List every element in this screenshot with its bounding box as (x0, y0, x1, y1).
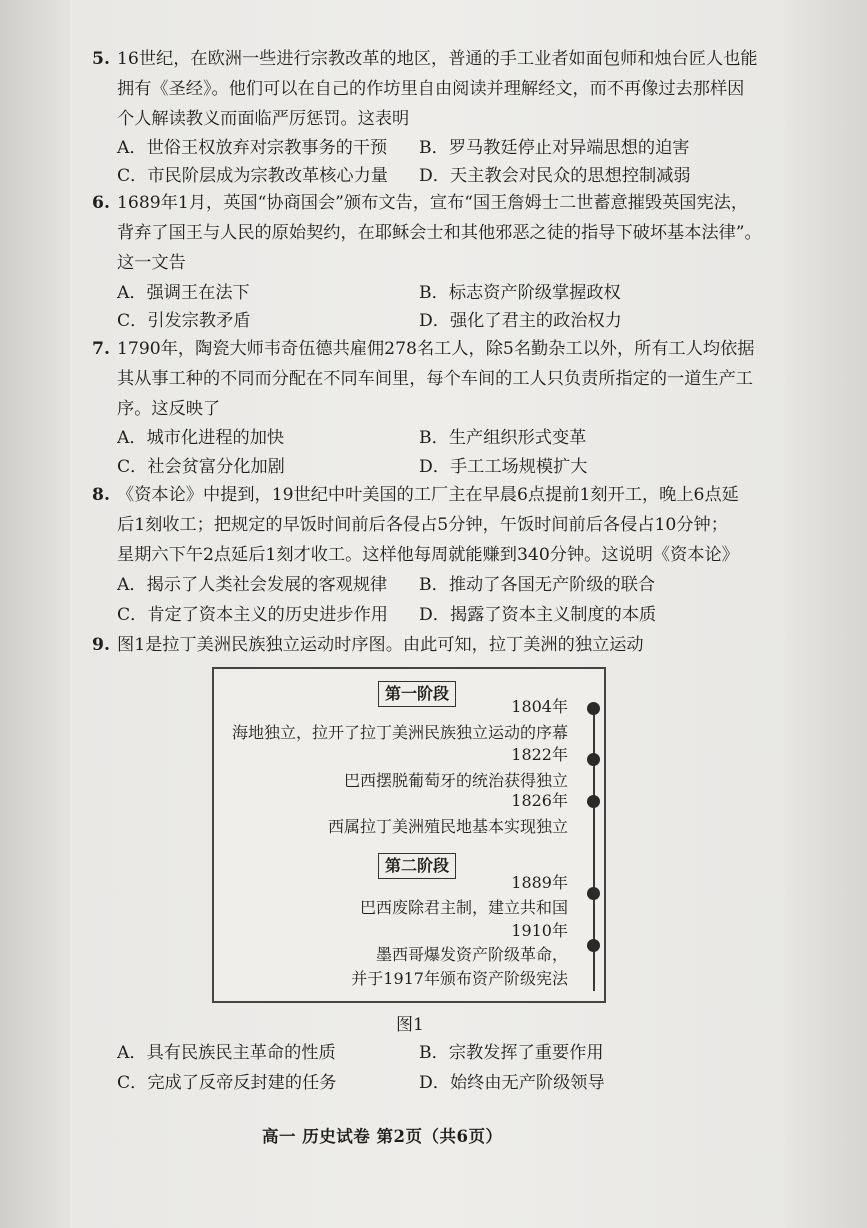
option-d[interactable]: D．手工工场规模扩大 (419, 457, 588, 477)
event-year: 1910年 (511, 921, 568, 940)
figure-caption: 图1 (396, 1015, 424, 1035)
timeline-figure (212, 667, 606, 1003)
option-a[interactable]: A．城市化进程的加快 (117, 428, 285, 448)
question-6 (92, 188, 782, 278)
option-a[interactable]: A．揭示了人类社会发展的客观规律 (117, 575, 388, 595)
question-5-options-row2 (117, 161, 757, 191)
event-text: 巴西摆脱葡萄牙的统治获得独立 (343, 771, 568, 790)
event-text-cont: 并于1917年颁布资产阶级宪法 (351, 969, 568, 988)
question-9-options-row2 (117, 1068, 757, 1098)
option-d[interactable]: D．揭露了资本主义制度的本质 (419, 605, 657, 625)
option-d[interactable]: D．天主教会对民众的思想控制减弱 (419, 166, 691, 186)
question-7-options-row2 (117, 452, 757, 482)
question-stem: 《资本论》中提到，19世纪中叶美国的工厂主在早晨6点提前1刻开工，晚上6点延 后1刻收工；把规定的早饭时间前后各侵占5分钟，午饭时间前后各侵占10分钟； 星期六下午2点延后1刻才收工。这样他每周就能赚到340分钟。这说明《资本论》 (117, 485, 739, 565)
question-5-options-row1 (117, 133, 757, 163)
question-8-options-row2 (117, 600, 757, 630)
question-9 (92, 630, 782, 660)
option-b[interactable]: B．罗马教廷停止对异端思想的迫害 (419, 138, 690, 158)
question-number: 6. (92, 193, 110, 213)
option-a[interactable]: A．世俗王权放弃对宗教事务的干预 (117, 138, 388, 158)
option-b[interactable]: B．生产组织形式变革 (419, 428, 587, 448)
question-8 (92, 480, 782, 570)
page-footer: 高一 历史试卷 第2页（共6页） (262, 1127, 503, 1146)
question-stem: 图1是拉丁美洲民族独立运动时序图。由此可知，拉丁美洲的独立运动 (117, 635, 644, 655)
question-stem: 16世纪，在欧洲一些进行宗教改革的地区，普通的手工业者如面包师和烛台匠人也能 拥有《圣经》。他们可以在自己的作坊里自由阅读并理解经文，而不再像过去那样因 个人解读教义而面临严厉惩罚。这表明 (117, 49, 758, 129)
question-9-options-row1 (117, 1038, 757, 1068)
option-d[interactable]: D．强化了君主的政治权力 (419, 311, 622, 331)
event-text: 海地独立，拉开了拉丁美洲民族独立运动的序幕 (231, 723, 568, 742)
page-shadow-right (787, 0, 867, 1228)
event-year: 1804年 (511, 697, 568, 716)
option-a[interactable]: A．强调王在法下 (117, 283, 250, 303)
option-b[interactable]: B．推动了各国无产阶级的联合 (419, 575, 656, 595)
timeline-dot-1822 (587, 753, 600, 766)
event-year: 1826年 (511, 791, 568, 810)
question-6-options-row1 (117, 278, 757, 308)
option-b[interactable]: B．宗教发挥了重要作用 (419, 1043, 604, 1063)
event-text: 墨西哥爆发资产阶级革命， (375, 945, 568, 964)
question-stem: 1689年1月，英国“协商国会”颁布文告，宣布“国王詹姆士二世蓄意摧毁英国宪法， 背弃了国王与人民的原始契约，在耶稣会士和其他邪恶之徒的指导下破坏基本法律”。 这一文告 (117, 193, 762, 273)
page-shadow-left (0, 0, 70, 1228)
event-year: 1822年 (511, 745, 568, 764)
question-7-options-row1 (117, 423, 757, 453)
event-text: 西属拉丁美洲殖民地基本实现独立 (327, 817, 568, 836)
question-number: 9. (92, 635, 110, 655)
event-text: 巴西废除君主制，建立共和国 (359, 898, 568, 917)
stage-2-label: 第二阶段 (378, 853, 456, 879)
option-c[interactable]: C．社会贫富分化加剧 (117, 457, 285, 477)
question-6-options-row2 (117, 306, 757, 336)
timeline-dot-1889 (587, 887, 600, 900)
question-number: 5. (92, 49, 110, 69)
question-5 (92, 44, 782, 134)
option-d[interactable]: D．始终由无产阶级领导 (419, 1073, 605, 1093)
timeline-dot-1826 (587, 795, 600, 808)
option-c[interactable]: C．完成了反帝反封建的任务 (117, 1073, 337, 1093)
question-8-options-row1 (117, 570, 757, 600)
option-a[interactable]: A．具有民族民主革命的性质 (117, 1043, 336, 1063)
stage-1-label: 第一阶段 (378, 681, 456, 707)
option-c[interactable]: C．市民阶层成为宗教改革核心力量 (117, 166, 388, 186)
event-year: 1889年 (511, 873, 568, 892)
timeline-dot-1910 (587, 939, 600, 952)
question-number: 8. (92, 485, 110, 505)
question-stem: 1790年，陶瓷大师韦奇伍德共雇佣278名工人，除5名勤杂工以外，所有工人均依据 其从事工种的不同而分配在不同车间里，每个车间的工人只负责所指定的一道生产工 序。这反映了 (117, 339, 755, 419)
question-number: 7. (92, 339, 110, 359)
option-c[interactable]: C．肯定了资本主义的历史进步作用 (117, 605, 388, 625)
question-7 (92, 334, 782, 424)
timeline-dot-1804 (587, 702, 600, 715)
option-b[interactable]: B．标志资产阶级掌握政权 (419, 283, 621, 303)
option-c[interactable]: C．引发宗教矛盾 (117, 311, 251, 331)
